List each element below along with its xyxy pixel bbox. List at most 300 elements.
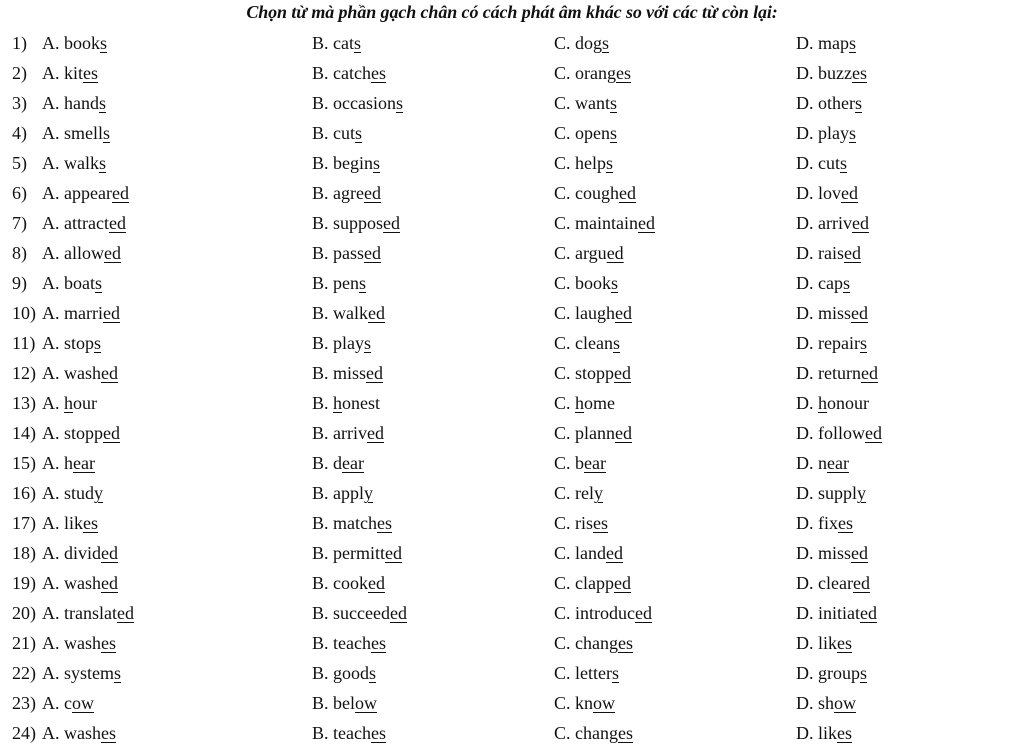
underlined-part: s <box>859 333 867 353</box>
option-d <box>796 688 856 718</box>
option-letter: A. <box>42 243 64 263</box>
option-letter: C. <box>554 513 576 533</box>
word-text: suppos <box>333 213 384 233</box>
option-c <box>554 328 620 358</box>
option-b <box>312 358 383 388</box>
option-letter: C. <box>554 453 576 473</box>
question-row <box>0 208 1024 238</box>
option-letter: C. <box>554 333 576 353</box>
word-text: clapp <box>575 573 614 593</box>
option-letter: D. <box>796 123 818 143</box>
option-b <box>312 268 366 298</box>
option-d <box>796 418 882 448</box>
word-text: miss <box>818 303 852 323</box>
word-text: cat <box>333 33 354 53</box>
question-number: 7) <box>12 213 27 233</box>
word-text: book <box>575 273 612 293</box>
option-a <box>42 388 97 418</box>
underlined-part: ed <box>104 243 121 263</box>
word-text: lik <box>818 633 838 653</box>
word-text: maintain <box>575 213 638 233</box>
option-letter: A. <box>42 33 64 53</box>
underlined-part: es <box>83 63 99 83</box>
underlined-part: ed <box>103 423 121 443</box>
word-text: smell <box>64 123 103 143</box>
option-b <box>312 508 392 538</box>
word-text: cook <box>333 573 369 593</box>
word-text: pen <box>333 273 360 293</box>
option-letter: A. <box>42 663 64 683</box>
option-d <box>796 28 856 58</box>
option-letter: D. <box>796 93 818 113</box>
underlined-part: ed <box>368 303 386 323</box>
underlined-part: es <box>370 63 386 83</box>
option-letter: B. <box>312 213 334 233</box>
option-letter: D. <box>796 633 818 653</box>
word-text: book <box>64 33 100 53</box>
option-letter: A. <box>42 93 64 113</box>
option-letter: A. <box>42 273 64 293</box>
question-number: 22) <box>12 663 36 683</box>
option-c <box>554 658 619 688</box>
option-d <box>796 58 867 88</box>
option-b <box>312 478 373 508</box>
option-letter: B. <box>312 723 334 743</box>
question-row <box>0 238 1024 268</box>
option-letter: D. <box>796 33 818 53</box>
word-text: b <box>575 453 585 473</box>
word-text: stud <box>64 483 95 503</box>
option-a <box>42 118 110 148</box>
word-text: laugh <box>575 303 616 323</box>
underlined-part: s <box>396 93 404 113</box>
question-number: 11) <box>12 333 36 353</box>
option-b <box>312 718 386 748</box>
word-text: group <box>818 663 860 683</box>
option-a <box>42 448 95 478</box>
word-text: catch <box>333 63 371 83</box>
underlined-part: ed <box>614 573 631 593</box>
option-letter: D. <box>796 213 818 233</box>
word-text: dog <box>575 33 603 53</box>
option-letter: C. <box>554 573 576 593</box>
option-a <box>42 298 120 328</box>
option-b <box>312 88 403 118</box>
question-number: 8) <box>12 243 27 263</box>
word-text: suppl <box>818 483 858 503</box>
underlined-part: es <box>83 513 99 533</box>
option-letter: C. <box>554 543 576 563</box>
option-letter: C. <box>554 63 576 83</box>
question-number: 9) <box>12 273 27 293</box>
option-c <box>554 688 615 718</box>
underlined-part: ow <box>72 693 94 713</box>
option-c <box>554 628 633 658</box>
option-letter: B. <box>312 363 334 383</box>
word-text: hand <box>64 93 99 113</box>
underlined-part: s <box>602 33 610 53</box>
question-number: 10) <box>12 303 36 323</box>
option-letter: D. <box>796 483 818 503</box>
word-text: allow <box>64 243 104 263</box>
underlined-part: s <box>373 153 381 173</box>
option-a <box>42 418 120 448</box>
option-a <box>42 718 116 748</box>
option-a <box>42 178 129 208</box>
option-letter: D. <box>796 63 818 83</box>
word-text: occasion <box>333 93 396 113</box>
word-text: cut <box>333 123 356 143</box>
underlined-part: s <box>100 33 108 53</box>
underlined-part: s <box>94 333 102 353</box>
word-text: teach <box>333 723 371 743</box>
option-letter: C. <box>554 213 576 233</box>
word-text: miss <box>333 363 367 383</box>
underlined-part: ow <box>834 693 857 713</box>
word-text: rel <box>575 483 594 503</box>
underlined-part: y <box>364 483 374 503</box>
underlined-part: s <box>95 273 103 293</box>
word-text: miss <box>818 543 852 563</box>
underlined-part: ed <box>852 573 870 593</box>
option-d <box>796 358 878 388</box>
word-text: play <box>333 333 365 353</box>
question-number: 24) <box>12 723 36 743</box>
option-c <box>554 718 633 748</box>
question-row <box>0 178 1024 208</box>
word-text: walk <box>64 153 99 173</box>
option-letter: A. <box>42 573 64 593</box>
option-letter: B. <box>312 303 334 323</box>
underlined-part: es <box>101 633 116 653</box>
underlined-part: s <box>611 273 619 293</box>
option-c <box>554 358 631 388</box>
word-text: h <box>64 453 73 473</box>
option-b <box>312 148 380 178</box>
word-text: repair <box>818 333 860 353</box>
question-number: 2) <box>12 63 27 83</box>
option-c <box>554 118 617 148</box>
option-letter: D. <box>796 453 818 473</box>
option-a <box>42 28 107 58</box>
word-text: chang <box>575 633 618 653</box>
underlined-part: es <box>370 633 386 653</box>
option-d <box>796 208 869 238</box>
option-b <box>312 658 376 688</box>
option-a <box>42 208 126 238</box>
option-c <box>554 88 617 118</box>
option-letter: C. <box>554 33 576 53</box>
question-row <box>0 688 1024 718</box>
underlined-part: ed <box>367 423 384 443</box>
option-d <box>796 448 849 478</box>
word-text: clean <box>575 333 613 353</box>
option-letter: C. <box>554 243 576 263</box>
underlined-part: es <box>616 63 631 83</box>
option-letter: B. <box>312 693 334 713</box>
word-text: return <box>818 363 861 383</box>
option-b <box>312 118 362 148</box>
underlined-part: ed <box>101 573 118 593</box>
option-letter: D. <box>796 513 818 533</box>
option-b <box>312 178 381 208</box>
option-c <box>554 268 618 298</box>
underlined-part: ed <box>841 183 859 203</box>
question-number: 1) <box>12 33 27 53</box>
option-d <box>796 178 858 208</box>
option-letter: B. <box>312 423 334 443</box>
word-text: stop <box>64 333 95 353</box>
option-letter: C. <box>554 483 576 503</box>
option-a <box>42 328 101 358</box>
word-text: arriv <box>333 423 367 443</box>
underlined-part: es <box>370 723 386 743</box>
underlined-part: es <box>593 513 609 533</box>
option-letter: B. <box>312 183 334 203</box>
option-b <box>312 328 371 358</box>
word-text: wash <box>64 573 101 593</box>
underlined-part: ed <box>368 573 386 593</box>
option-b <box>312 28 361 58</box>
word-text: match <box>333 513 377 533</box>
option-letter: C. <box>554 393 576 413</box>
underlined-part: ed <box>844 243 861 263</box>
underlined-part: s <box>359 273 367 293</box>
option-letter: D. <box>796 543 818 563</box>
underlined-part: ear <box>73 453 95 473</box>
option-letter: D. <box>796 303 818 323</box>
word-text: fix <box>818 513 838 533</box>
option-a <box>42 508 98 538</box>
word-text: kit <box>64 63 84 83</box>
word-text: rais <box>818 243 844 263</box>
underlined-part: s <box>849 33 857 53</box>
underlined-part: s <box>99 93 107 113</box>
option-c <box>554 298 632 328</box>
underlined-part: ed <box>860 603 877 623</box>
word-text: begin <box>333 153 374 173</box>
question-row <box>0 118 1024 148</box>
word-text: lik <box>64 513 84 533</box>
underlined-part: ed <box>364 183 381 203</box>
word-text: d <box>333 453 343 473</box>
option-letter: D. <box>796 273 818 293</box>
underlined-part: es <box>101 723 116 743</box>
option-letter: D. <box>796 333 818 353</box>
option-b <box>312 568 385 598</box>
word-text: ome <box>584 393 616 413</box>
option-letter: C. <box>554 183 576 203</box>
question-number: 19) <box>12 573 36 593</box>
underlined-part: ed <box>614 363 632 383</box>
question-number: 13) <box>12 393 36 413</box>
word-text: cut <box>818 153 840 173</box>
option-b <box>312 688 377 718</box>
question-number: 23) <box>12 693 36 713</box>
word-text: n <box>818 453 827 473</box>
option-letter: A. <box>42 123 64 143</box>
word-text: translat <box>64 603 117 623</box>
option-b <box>312 298 385 328</box>
word-text: cap <box>818 273 843 293</box>
option-c <box>554 178 636 208</box>
question-row <box>0 478 1024 508</box>
option-c <box>554 28 609 58</box>
option-c <box>554 148 613 178</box>
word-text: lov <box>818 183 842 203</box>
option-letter: A. <box>42 603 64 623</box>
question-row <box>0 448 1024 478</box>
option-letter: A. <box>42 483 64 503</box>
underlined-part: s <box>354 33 362 53</box>
word-text: attract <box>64 213 109 233</box>
question-row <box>0 28 1024 58</box>
option-b <box>312 418 384 448</box>
option-d <box>796 268 850 298</box>
underlined-part: ow <box>355 693 378 713</box>
option-letter: C. <box>554 273 576 293</box>
option-d <box>796 628 852 658</box>
word-text: wash <box>64 363 101 383</box>
option-letter: D. <box>796 693 818 713</box>
option-d <box>796 298 868 328</box>
underlined-part: s <box>842 273 850 293</box>
option-a <box>42 538 118 568</box>
underlined-part: ed <box>101 363 118 383</box>
underlined-part: ed <box>108 213 126 233</box>
underlined-part: ed <box>606 243 624 263</box>
question-row <box>0 598 1024 628</box>
word-text: argu <box>575 243 607 263</box>
underlined-part: h <box>575 393 585 413</box>
word-text: appl <box>333 483 365 503</box>
option-c <box>554 58 631 88</box>
question-number: 4) <box>12 123 27 143</box>
option-a <box>42 568 118 598</box>
word-text: stopp <box>575 363 615 383</box>
question-row <box>0 538 1024 568</box>
question-number: 5) <box>12 153 27 173</box>
option-d <box>796 568 870 598</box>
option-letter: B. <box>312 333 334 353</box>
question-row <box>0 88 1024 118</box>
underlined-part: h <box>333 393 343 413</box>
option-letter: B. <box>312 273 334 293</box>
underlined-part: ear <box>827 453 849 473</box>
option-d <box>796 658 867 688</box>
option-letter: C. <box>554 663 576 683</box>
option-letter: B. <box>312 573 334 593</box>
word-text: help <box>575 153 607 173</box>
word-text: plann <box>575 423 616 443</box>
word-text: follow <box>818 423 865 443</box>
option-letter: C. <box>554 153 576 173</box>
option-letter: B. <box>312 483 334 503</box>
question-number: 6) <box>12 183 27 203</box>
underlined-part: ed <box>615 303 633 323</box>
option-letter: B. <box>312 63 334 83</box>
option-letter: B. <box>312 663 334 683</box>
question-row <box>0 328 1024 358</box>
option-a <box>42 358 118 388</box>
underlined-part: h <box>64 393 73 413</box>
word-text: initiat <box>818 603 860 623</box>
word-text: good <box>333 663 370 683</box>
option-letter: A. <box>42 363 64 383</box>
underlined-part: es <box>837 723 853 743</box>
option-c <box>554 208 655 238</box>
option-d <box>796 598 877 628</box>
question-number: 15) <box>12 453 36 473</box>
option-letter: D. <box>796 363 818 383</box>
option-letter: A. <box>42 183 64 203</box>
question-row <box>0 718 1024 748</box>
underlined-part: s <box>364 333 372 353</box>
underlined-part: ed <box>111 183 129 203</box>
option-d <box>796 148 847 178</box>
option-letter: B. <box>312 543 334 563</box>
question-row <box>0 658 1024 688</box>
underlined-part: s <box>854 93 862 113</box>
option-letter: D. <box>796 153 818 173</box>
option-a <box>42 148 106 178</box>
option-d <box>796 388 869 418</box>
option-letter: B. <box>312 123 334 143</box>
word-text: divid <box>64 543 102 563</box>
underlined-part: s <box>103 123 111 143</box>
word-text: ris <box>575 513 594 533</box>
underlined-part: ed <box>606 543 624 563</box>
question-row <box>0 58 1024 88</box>
underlined-part: es <box>618 723 633 743</box>
underlined-part: s <box>610 93 618 113</box>
word-text: teach <box>333 633 371 653</box>
option-letter: B. <box>312 93 334 113</box>
question-number: 21) <box>12 633 36 653</box>
underlined-part: es <box>837 633 853 653</box>
word-text: introduc <box>575 603 636 623</box>
underlined-part: ed <box>383 213 401 233</box>
underlined-part: s <box>840 153 848 173</box>
option-letter: C. <box>554 303 576 323</box>
option-letter: A. <box>42 723 64 743</box>
underlined-part: y <box>94 483 104 503</box>
option-a <box>42 598 134 628</box>
option-a <box>42 628 116 658</box>
underlined-part: ed <box>860 363 878 383</box>
option-letter: B. <box>312 453 334 473</box>
option-letter: D. <box>796 723 818 743</box>
exercise-list <box>0 28 1024 748</box>
option-letter: D. <box>796 183 818 203</box>
option-c <box>554 448 606 478</box>
underlined-part: ed <box>615 423 633 443</box>
option-d <box>796 508 853 538</box>
option-letter: C. <box>554 123 576 143</box>
question-number: 16) <box>12 483 36 503</box>
underlined-part: h <box>818 393 827 413</box>
underlined-part: ed <box>102 303 120 323</box>
word-text: lik <box>818 723 838 743</box>
question-number: 3) <box>12 93 27 113</box>
underlined-part: es <box>851 63 867 83</box>
underlined-part: s <box>355 123 363 143</box>
option-letter: C. <box>554 693 576 713</box>
word-text: onest <box>342 393 381 413</box>
option-letter: C. <box>554 633 576 653</box>
option-b <box>312 628 386 658</box>
underlined-part: s <box>369 663 377 683</box>
